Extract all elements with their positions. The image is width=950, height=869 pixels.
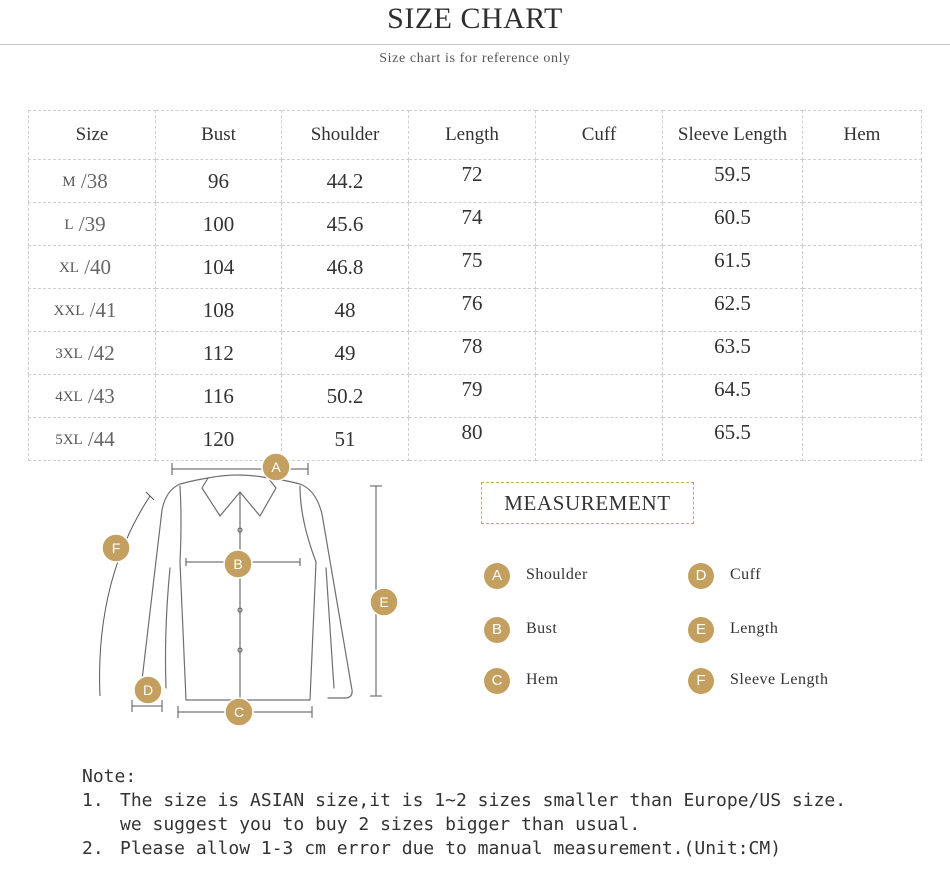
shoulder-cell: 49 — [282, 332, 409, 375]
legend-badge: A — [484, 563, 510, 589]
length-cell: 78 — [409, 332, 536, 375]
hem-cell — [803, 246, 922, 289]
note-text: Please allow 1-3 cm error due to manual measurement.(Unit:CM) — [120, 838, 782, 859]
table-row — [29, 289, 922, 332]
note-item — [82, 789, 942, 813]
note-item — [82, 813, 942, 837]
table-row — [29, 246, 922, 289]
bust-cell: 108 — [156, 289, 282, 332]
header-size: Size — [29, 111, 156, 160]
note-number: 1. — [82, 790, 104, 811]
size-number: /38 — [80, 168, 108, 193]
sleeve-length-cell: 61.5 — [663, 246, 803, 289]
size-label: XXL — [53, 302, 85, 319]
hem-cell — [803, 332, 922, 375]
size-label: M — [62, 173, 76, 190]
legend-label: Cuff — [730, 566, 762, 583]
sleeve-length-cell: 65.5 — [663, 418, 803, 461]
page-subtitle: Size chart is for reference only — [379, 51, 571, 66]
size-cell — [29, 160, 156, 203]
note-item — [82, 837, 942, 861]
legend-badge: C — [484, 668, 510, 694]
shoulder-cell: 45.6 — [282, 203, 409, 246]
shoulder-cell: 51 — [282, 418, 409, 461]
note-number: 2. — [82, 838, 104, 859]
marker-b-label: B — [233, 556, 243, 572]
legend-label: Bust — [526, 620, 558, 637]
legend-badge: D — [688, 563, 714, 589]
length-cell: 80 — [409, 418, 536, 461]
bust-cell: 120 — [156, 418, 282, 461]
legend-badge: F — [688, 668, 714, 694]
legend-label: Sleeve Length — [730, 671, 829, 688]
bust-cell: 96 — [156, 160, 282, 203]
size-number: /39 — [78, 211, 106, 236]
header-hem: Hem — [803, 111, 922, 160]
size-number: /42 — [87, 340, 115, 365]
note-text: we suggest you to buy 2 sizes bigger than usual. — [120, 814, 641, 835]
shirt-outline-icon — [90, 450, 410, 730]
size-number: /40 — [84, 254, 112, 279]
note-text: The size is ASIAN size,it is 1~2 sizes smaller than Europe/US size. — [120, 790, 847, 811]
size-label: 3XL — [55, 345, 83, 362]
legend-label: Shoulder — [526, 566, 588, 583]
shoulder-cell: 46.8 — [282, 246, 409, 289]
notes-section — [82, 765, 942, 861]
marker-a-label: A — [271, 459, 281, 475]
header-length: Length — [409, 111, 536, 160]
shirt-drawing — [142, 475, 353, 700]
bust-cell: 100 — [156, 203, 282, 246]
table-row — [29, 332, 922, 375]
size-cell — [29, 203, 156, 246]
legend-label: Length — [730, 620, 779, 637]
size-label: 4XL — [55, 388, 83, 405]
length-cell: 74 — [409, 203, 536, 246]
header-shoulder: Shoulder — [282, 111, 409, 160]
size-label: XL — [58, 259, 79, 276]
sleeve-length-cell: 62.5 — [663, 289, 803, 332]
bust-cell: 104 — [156, 246, 282, 289]
length-cell: 79 — [409, 375, 536, 418]
diagram-markers — [102, 453, 398, 726]
sleeve-length-cell: 64.5 — [663, 375, 803, 418]
legend-badge: B — [484, 617, 510, 643]
notes-heading: Note: — [82, 766, 137, 787]
hem-cell — [803, 203, 922, 246]
size-label: 5XL — [55, 431, 83, 448]
size-cell — [29, 375, 156, 418]
size-number: /41 — [89, 297, 117, 322]
length-cell: 76 — [409, 289, 536, 332]
length-cell: 72 — [409, 160, 536, 203]
length-cell: 75 — [409, 246, 536, 289]
bust-cell: 112 — [156, 332, 282, 375]
size-table — [28, 110, 922, 461]
hem-cell — [803, 418, 922, 461]
shoulder-cell: 50.2 — [282, 375, 409, 418]
title-divider — [0, 44, 950, 45]
sleeve-length-cell: 60.5 — [663, 203, 803, 246]
marker-f-label: F — [111, 540, 121, 556]
header-bust: Bust — [156, 111, 282, 160]
legend-label: Hem — [526, 671, 559, 688]
shoulder-cell: 44.2 — [282, 160, 409, 203]
marker-c-label: C — [233, 704, 245, 720]
cuff-cell — [536, 289, 663, 332]
cuff-cell — [536, 203, 663, 246]
cuff-cell — [536, 375, 663, 418]
size-cell — [29, 332, 156, 375]
hem-cell — [803, 160, 922, 203]
shoulder-cell: 48 — [282, 289, 409, 332]
marker-e-label: E — [379, 594, 389, 610]
cuff-cell — [536, 332, 663, 375]
size-cell — [29, 246, 156, 289]
cuff-cell — [536, 246, 663, 289]
size-number: /43 — [87, 383, 115, 408]
hem-cell — [803, 375, 922, 418]
bust-cell: 116 — [156, 375, 282, 418]
header-sleeve-length: Sleeve Length — [663, 111, 803, 160]
size-number: /44 — [87, 426, 115, 451]
size-cell — [29, 289, 156, 332]
table-row — [29, 203, 922, 246]
page-title: SIZE CHART — [387, 2, 563, 35]
sleeve-length-cell: 59.5 — [663, 160, 803, 203]
table-row — [29, 375, 922, 418]
header-cuff: Cuff — [536, 111, 663, 160]
cuff-cell — [536, 418, 663, 461]
table-row — [29, 160, 922, 203]
hem-cell — [803, 289, 922, 332]
measurement-title: MEASUREMENT — [481, 482, 694, 524]
size-label: L — [64, 216, 74, 233]
marker-d-label: D — [142, 682, 154, 698]
cuff-cell — [536, 160, 663, 203]
legend-badge: E — [688, 617, 714, 643]
sleeve-length-cell: 63.5 — [663, 332, 803, 375]
table-header-row — [29, 111, 922, 160]
